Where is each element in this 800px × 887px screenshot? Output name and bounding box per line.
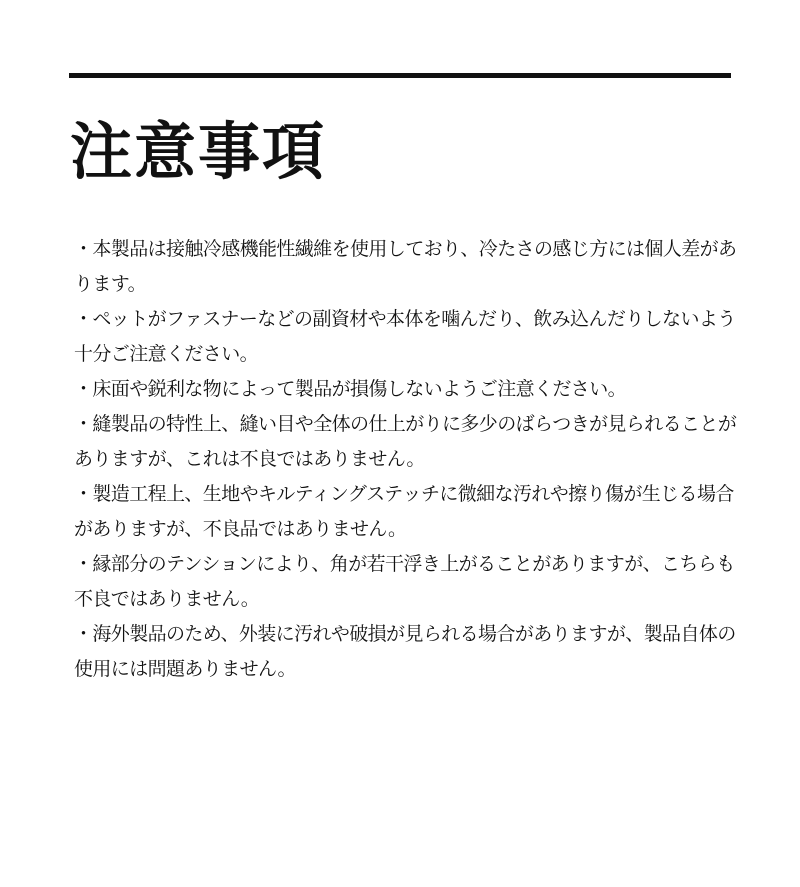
- notice-item-material: ・本製品は接触冷感機能性繊維を使用しており、冷たさの感じ方には個人差があります。: [74, 238, 737, 295]
- page-title: 注意事項: [70, 115, 327, 188]
- top-divider: [69, 73, 731, 78]
- notice-list: [74, 232, 742, 687]
- notice-item-floor-damage: ・床面や鋭利な物によって製品が損傷しないようご注意ください。: [74, 378, 627, 400]
- notice-item-manufacturing-marks: ・製造工程上、生地やキルティングステッチに微細な汚れや擦り傷が生じる場合がありますが、不良品ではありません。: [74, 483, 734, 540]
- notice-item-stitching: ・縫製品の特性上、縫い目や全体の仕上がりに多少のばらつきが見られることがありますが、これは不良ではありません。: [74, 413, 737, 470]
- notice-item-pet-chewing: ・ペットがファスナーなどの副資材や本体を噛んだり、飲み込んだりしないよう十分ご注意ください。: [74, 308, 736, 365]
- notice-item-edge-tension: ・縁部分のテンションにより、角が若干浮き上がることがありますが、こちらも不良ではありません。: [74, 553, 735, 610]
- notice-item-packaging: ・海外製品のため、外装に汚れや破損が見られる場合がありますが、製品自体の使用には問題ありません。: [74, 623, 736, 680]
